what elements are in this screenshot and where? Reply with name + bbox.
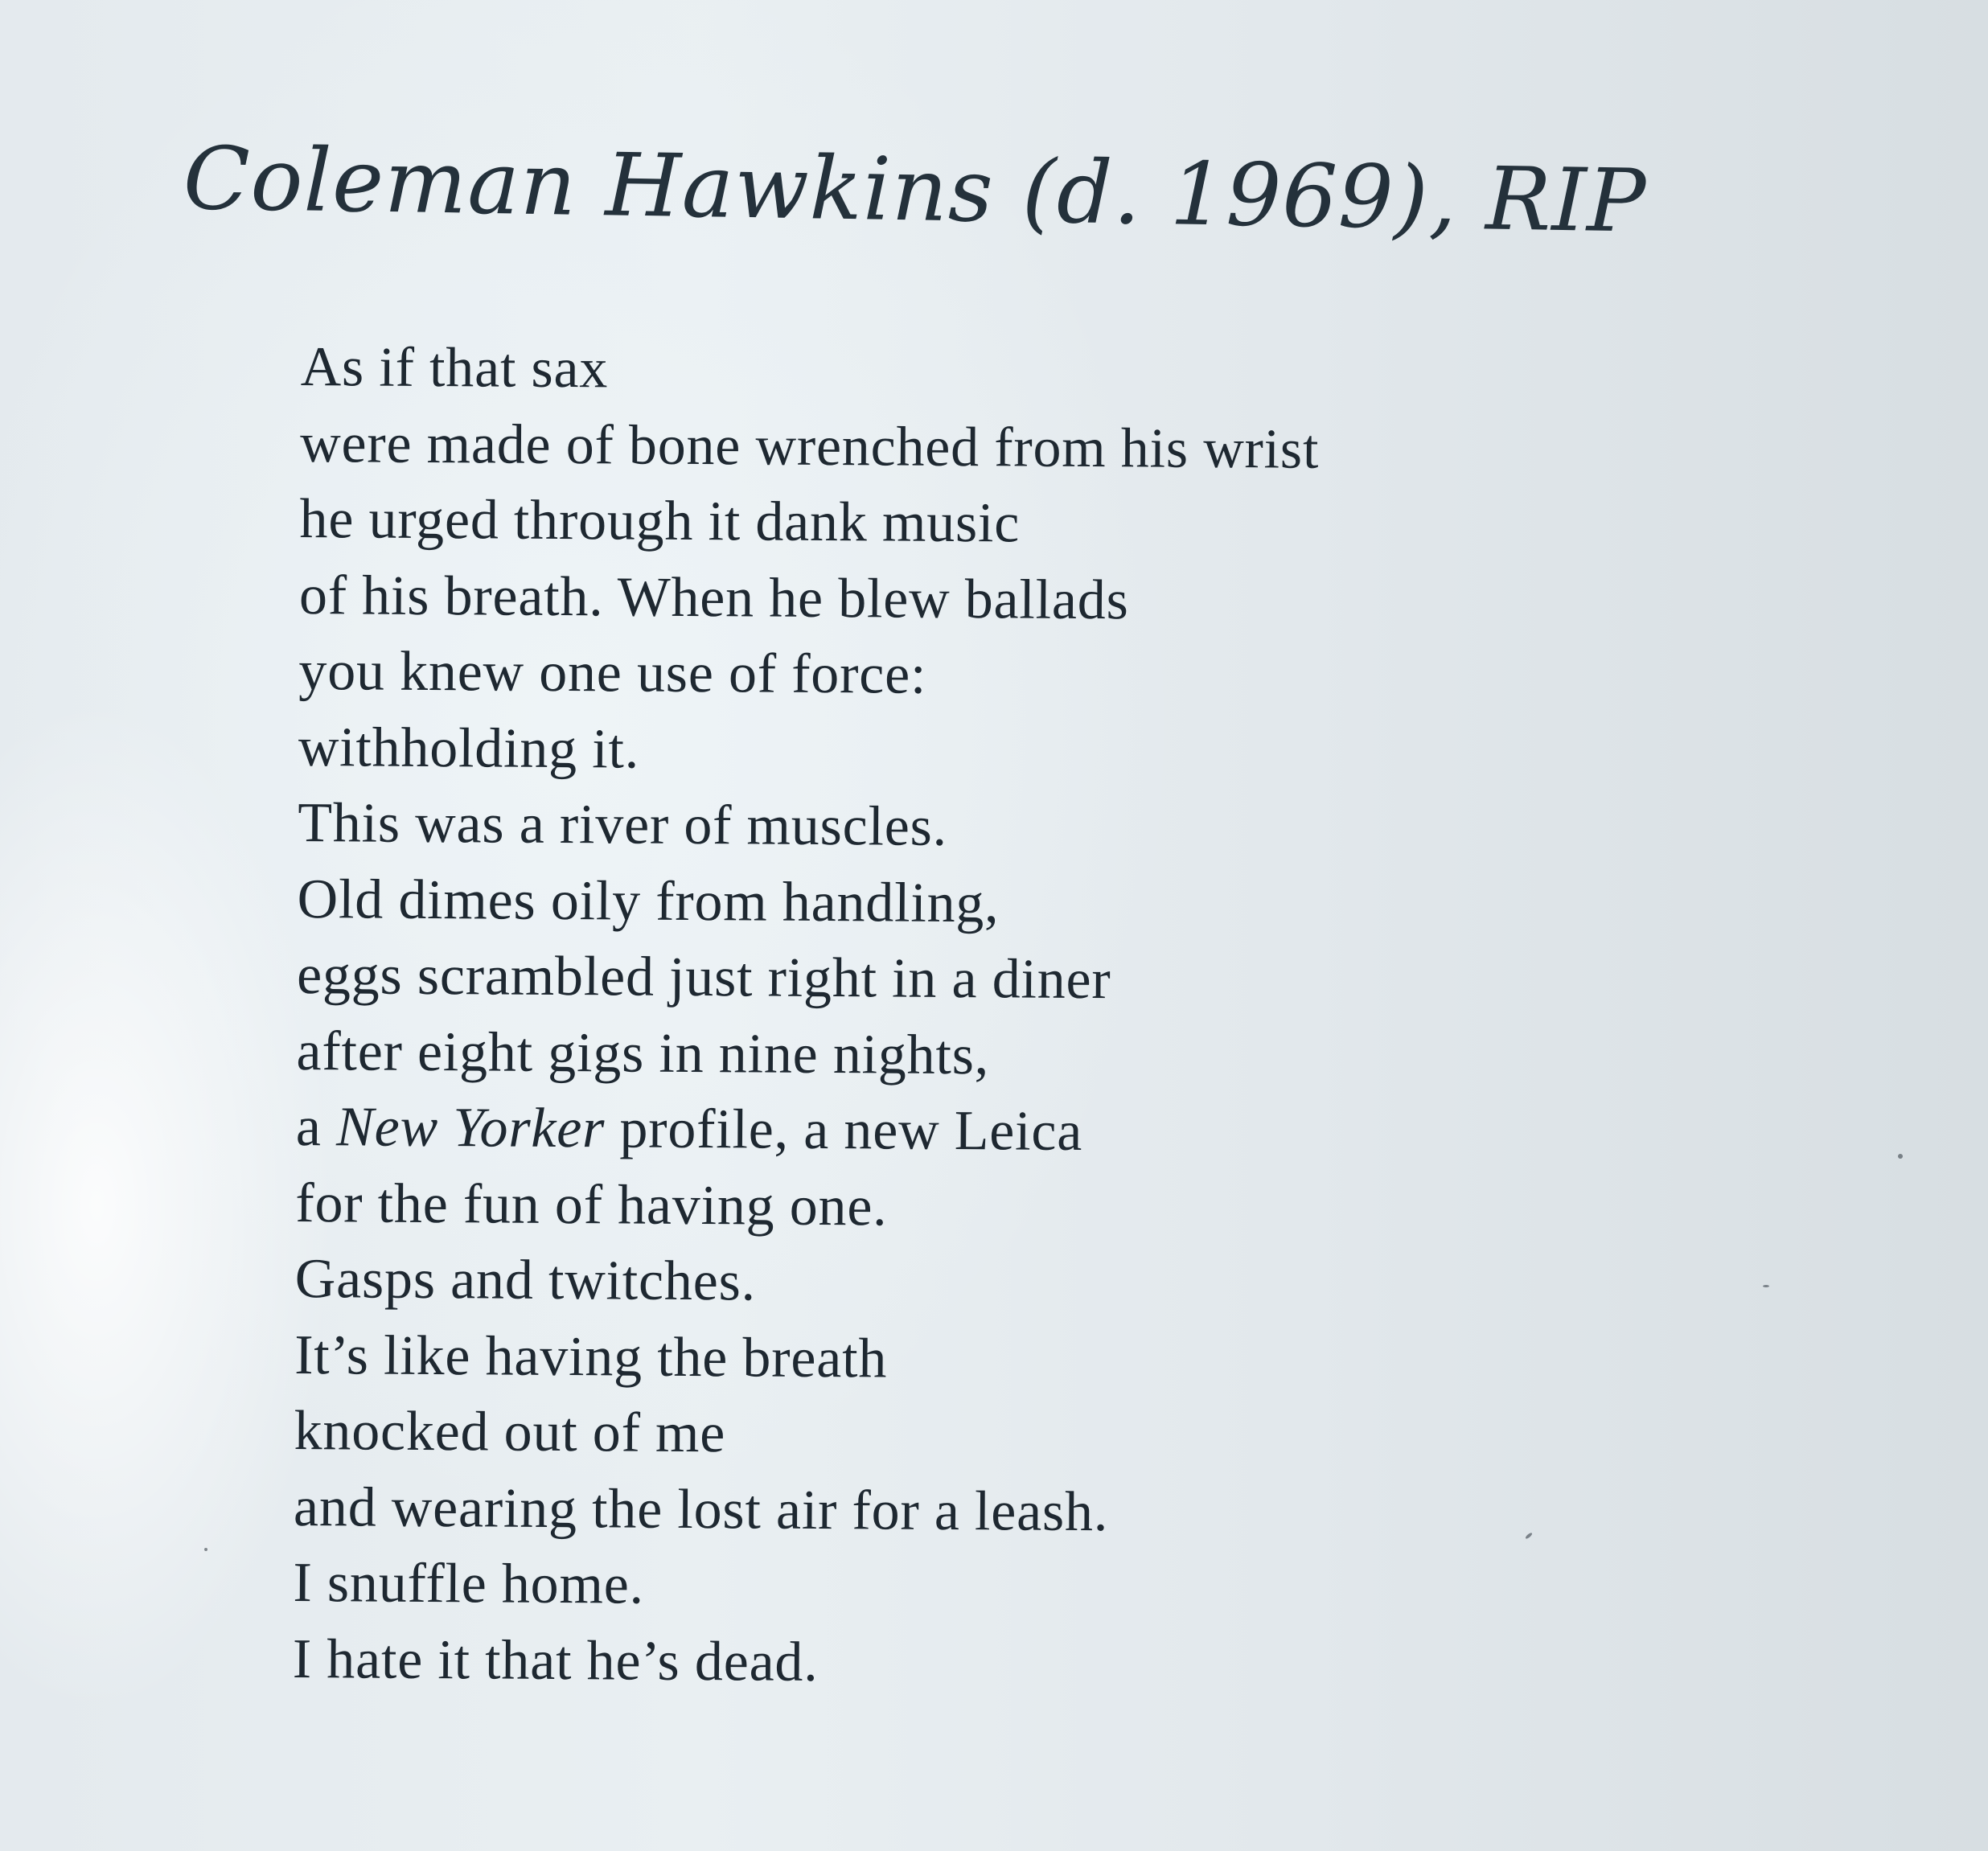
line-text: profile, a new Leica	[604, 1098, 1083, 1163]
poem-line: knocked out of me	[294, 1399, 726, 1465]
poem-line: for the fun of having one.	[295, 1172, 888, 1237]
poem-line: withholding it.	[298, 716, 640, 781]
poem-line: I hate it that he’s dead.	[292, 1627, 819, 1693]
poem-line: I snuffle home.	[293, 1551, 645, 1616]
poem-line	[296, 1090, 1664, 1174]
poem-line: This was a river of muscles.	[298, 791, 948, 858]
line-text: a	[295, 1095, 337, 1159]
poem-title: Coleman Hawkins (d. 1969), RIP	[183, 129, 1648, 252]
poem-line: after eight gigs in nine nights,	[296, 1020, 990, 1086]
poem-line: of his breath. When he blew ballads	[298, 564, 1129, 631]
italic-magazine-name: New Yorker	[335, 1096, 606, 1160]
poem-line: he urged through it dank music	[299, 487, 1021, 555]
poem-line: and wearing the lost air for a leash.	[293, 1475, 1109, 1543]
poem-line: you knew one use of force:	[298, 639, 927, 706]
poem-line: As if that sax	[300, 335, 609, 400]
poem-line: Old dimes oily from handling,	[297, 868, 1000, 934]
poem-line: It’s like having the breath	[294, 1324, 888, 1389]
poem-line: were made of bone wrenched from his wrist	[299, 412, 1320, 481]
poem-line: Gasps and twitches.	[294, 1247, 757, 1313]
poem-line: eggs scrambled just right in a diner	[296, 943, 1111, 1012]
paper-speck	[1898, 1154, 1903, 1159]
paper-speck	[204, 1548, 207, 1551]
poem-body	[293, 330, 1668, 1705]
paper-speck	[1763, 1285, 1769, 1287]
